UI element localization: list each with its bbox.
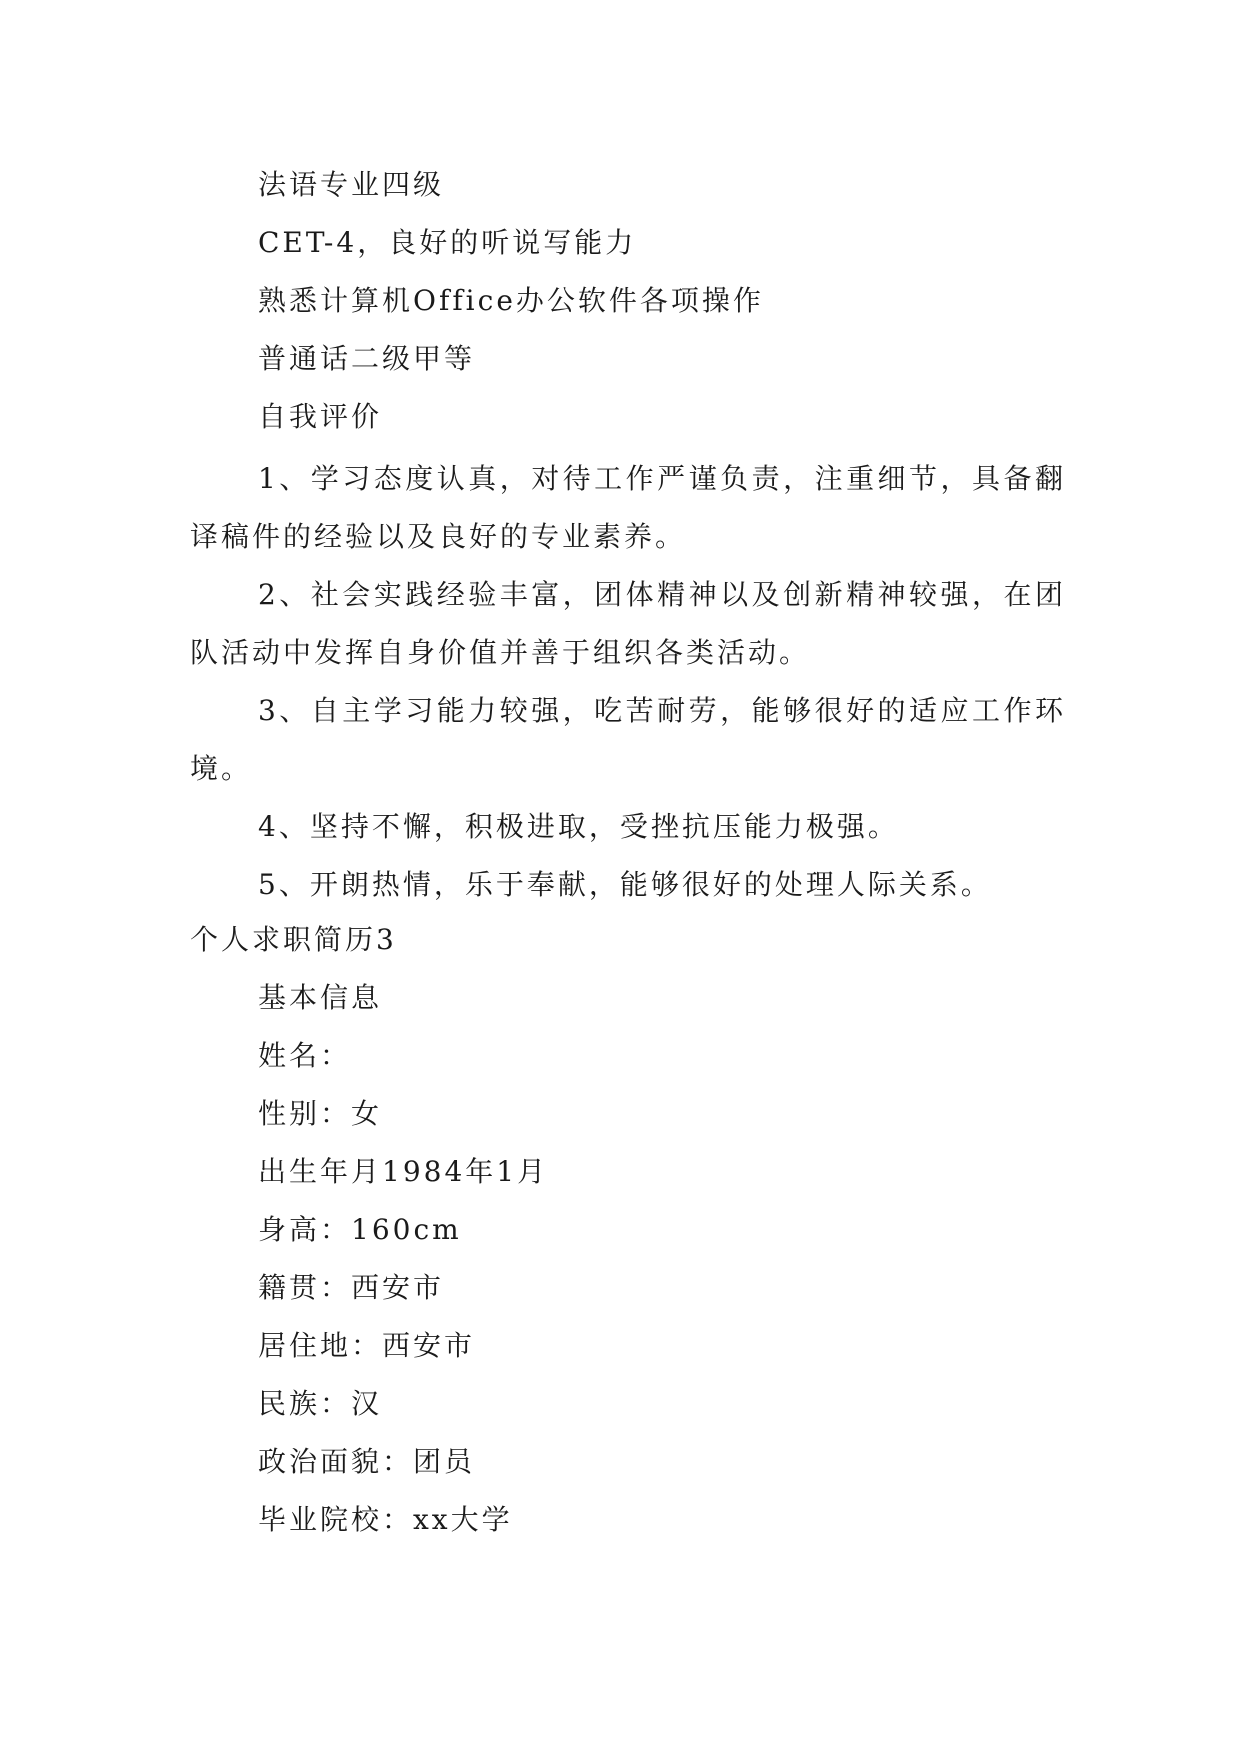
field-gender: 性别：女 <box>258 1097 383 1130</box>
self-evaluation-item: 3、自主学习能力较强，吃苦耐劳，能够很好的适应工作环境。 <box>190 694 1066 785</box>
skill-line: 普通话二级甲等 <box>258 342 476 375</box>
skill-line: CET-4，良好的听说写能力 <box>258 226 637 259</box>
self-evaluation-item: 2、社会实践经验丰富，团体精神以及创新精神较强，在团队活动中发挥自身价值并善于组织各类活动。 <box>190 578 1066 669</box>
self-evaluation-item: 1、学习态度认真，对待工作严谨负责，注重细节，具备翻译稿件的经验以及良好的专业素养。 <box>190 462 1066 553</box>
field-name: 姓名： <box>258 1039 352 1072</box>
field-political-status: 政治面貌：团员 <box>258 1445 476 1478</box>
field-native-place: 籍贯：西安市 <box>258 1271 445 1304</box>
self-evaluation-item: 5、开朗热情，乐于奉献，能够很好的处理人际关系。 <box>258 868 992 901</box>
field-ethnicity: 民族：汉 <box>258 1387 383 1420</box>
skill-line: 熟悉计算机Office办公软件各项操作 <box>258 284 764 317</box>
self-evaluation-item: 4、坚持不懈，积极进取，受挫抗压能力极强。 <box>258 810 899 843</box>
basic-info-heading: 基本信息 <box>258 981 383 1014</box>
skill-line: 法语专业四级 <box>258 168 445 201</box>
self-evaluation-heading: 自我评价 <box>258 400 383 433</box>
section-title: 个人求职简历3 <box>190 923 397 956</box>
field-birth: 出生年月1984年1月 <box>258 1155 549 1188</box>
field-school: 毕业院校：xx大学 <box>258 1503 513 1536</box>
field-height: 身高：160cm <box>258 1213 462 1246</box>
field-residence: 居住地：西安市 <box>258 1329 476 1362</box>
